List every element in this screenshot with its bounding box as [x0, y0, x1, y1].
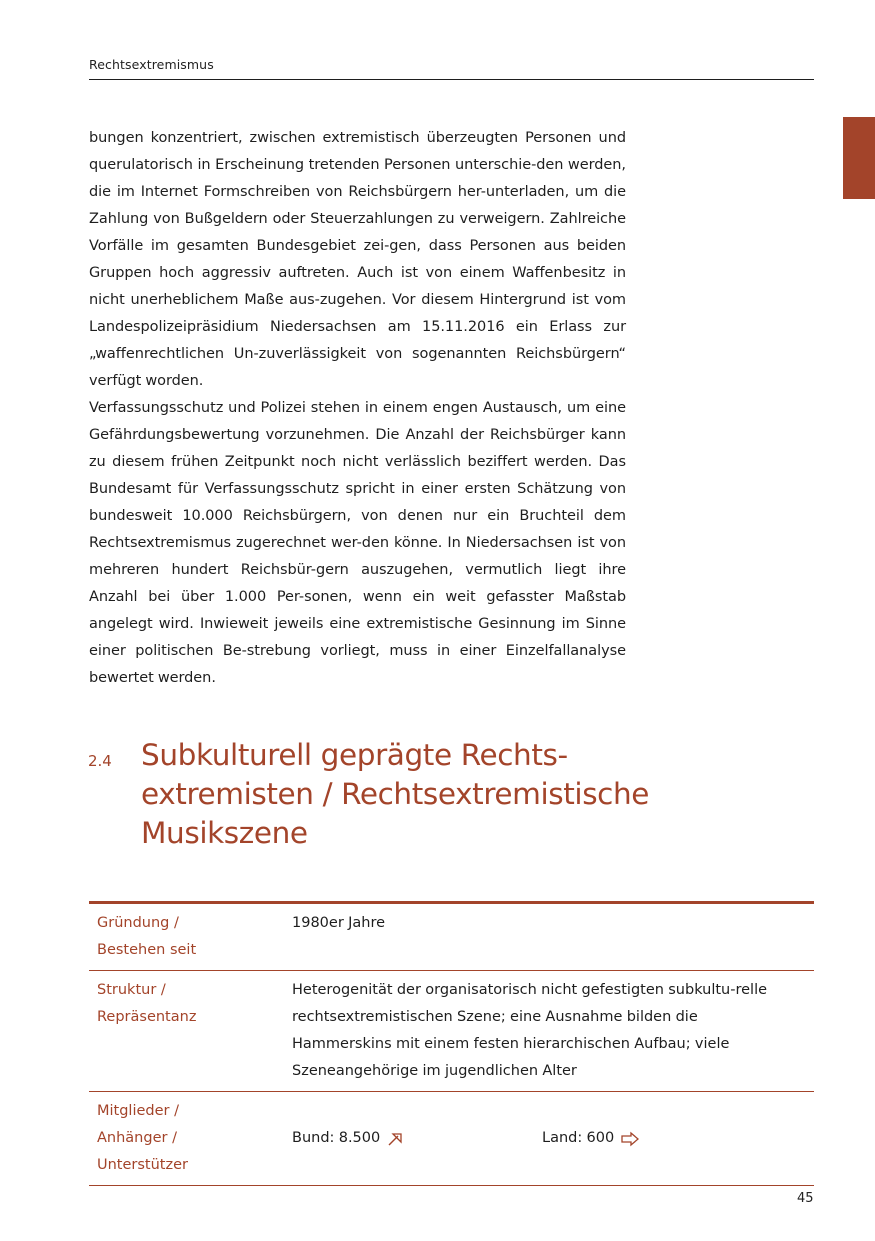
bund-value: Bund: 8.500	[292, 1130, 381, 1146]
running-head: Rechtsextremismus	[89, 57, 214, 72]
structure-label: Struktur / Repräsentanz	[97, 982, 197, 1025]
body-paragraph-1: bungen konzentriert, zwischen extremistisch überzeugten Personen und querulatorisch in Erscheinung tretenden Personen unterschie-den werden, die im Internet Formschreiben von Reichsbürgern her-unterladen, um die Zahlung von Bußgeldern oder Steuerzahlungen zu verweigern. Zahlreiche Vorfälle im gesamten Bundesgebiet zei-gen, dass Personen aus beiden Gruppen hoch aggressiv auftreten. Auch ist von einem Waffenbesitz in nicht unerheblichem Maße aus-zugehen. Vor diesem Hintergrund ist vom Landespolizeipräsidium Niedersachsen am 15.11.2016 ein Erlass zur „waffenrechtlichen Un-zuverlässigkeit von sogenannten Reichsbürgern“ verfügt worden.	[89, 130, 626, 389]
members-label: Mitglieder / Anhänger / Unterstützer	[97, 1103, 188, 1173]
table-row-members	[89, 1092, 814, 1186]
table-row-structure	[89, 971, 814, 1092]
section-number: 2.4	[88, 752, 112, 770]
founding-label: Gründung / Bestehen seit	[97, 915, 197, 958]
members-values	[292, 1098, 792, 1179]
founding-value: 1980er Jahre	[292, 915, 386, 931]
trend-up-arrow-icon	[386, 1131, 404, 1147]
land-count	[542, 1098, 792, 1179]
chapter-thumb-tab	[843, 117, 875, 199]
header-rule	[89, 79, 814, 80]
table-row-founding	[89, 904, 814, 971]
body-paragraph-2: Verfassungsschutz und Polizei stehen in einem engen Austausch, um eine Gefährdungsbewertung vorzunehmen. Die Anzahl der Reichsbürger kann zu diesem frühen Zeitpunkt noch nicht verlässlich beziffert werden. Das Bundesamt für Verfassungsschutz spricht in einer ersten Schätzung von bundesweit 10.000 Reichsbürgern, von denen nur ein Bruchteil dem Rechtsextremismus zugerechnet wer-den könne. In Niedersachsen ist von mehreren hundert Reichsbür-gern auszugehen, vermutlich liegt ihre Anzahl bei über 1.000 Per-sonen, wenn ein weit gefasster Maßstab angelegt wird. Inwieweit jeweils eine extremistische Gesinnung im Sinne einer politischen Be-strebung vorliegt, muss in einer Einzelfallanalyse bewertet werden.	[89, 400, 626, 686]
trend-right-arrow-icon	[620, 1131, 640, 1147]
structure-value: Heterogenität der organisatorisch nicht gefestigten subkultu-relle rechtsextremistischen Szene; eine Ausnahme bilden die Hammerskins mit einem festen hierarchischen Aufbau; viele Szeneangehörige im jugendlichen Alter	[292, 982, 768, 1079]
body-text	[89, 125, 626, 692]
section-title: Subkulturell geprägte Rechts-extremisten / Rechtsextremistische Musikszene	[141, 738, 650, 850]
page-number: 45	[797, 1191, 814, 1206]
bund-count	[292, 1098, 542, 1179]
land-value: Land: 600	[542, 1130, 615, 1146]
info-table	[89, 901, 814, 1186]
